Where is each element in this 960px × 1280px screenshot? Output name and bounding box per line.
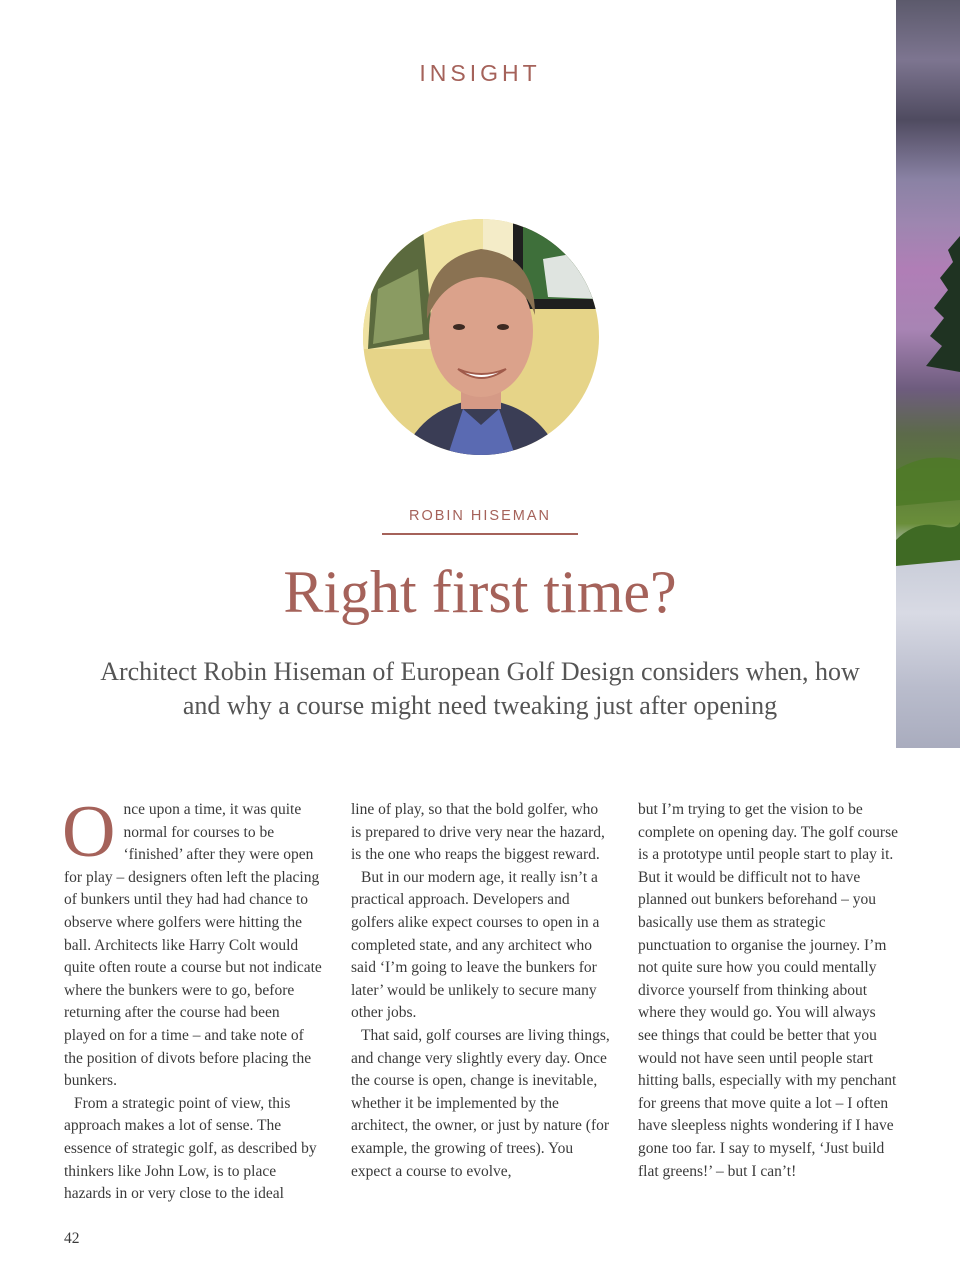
section-label: INSIGHT — [419, 60, 541, 86]
article-title: Right first time? — [283, 559, 677, 625]
author-byline: ROBIN HISEMAN — [408, 508, 551, 524]
paragraph-4-start: That said, golf courses are living things, and change very slightly every day. Once the course is open, change is inevitable, whether it be implemented by the architect, the owner, or just by nature (for example, the growing of trees). You expect a course to evolve, — [351, 1026, 610, 1180]
text-column-1 — [62, 791, 324, 1206]
author-portrait — [363, 219, 599, 455]
article-standfirst: Architect Robin Hiseman of European Golf Design considers when, how and why a course might need tweaking just after opening — [100, 657, 860, 720]
text-column-2 — [351, 799, 611, 1183]
golf-course-photo-edge — [896, 0, 960, 748]
paragraph-1: nce upon a time, it was quite normal for courses to be ‘finished’ after they were open for play – designers often left the placing of bunkers until they had had chance to observe where golfers were hitting the ball. Architects like Harry Colt would quite often route a course but not indicate where the bunkers were to go, before returning after the course had been played on for a time – and take note of the position of divots before placing the bunkers. — [64, 801, 322, 1090]
paragraph-2-start: From a strategic point of view, this approach makes a lot of sense. The essence of strategic golf, as described by thinkers like John Low, is to place hazards in or very close to the ideal — [64, 1094, 317, 1203]
paragraph-3: But in our modern age, it really isn’t a practical approach. Developers and golfers alike expect courses to open in a completed state, and any architect who said ‘I’m going to leave the bunkers for later’ would be unlikely to secure many other jobs. — [351, 868, 600, 1022]
paragraph-4-end: but I’m trying to get the vision to be complete on opening day. The golf course is a prototype until people start to play it. But it would be difficult not to have planned out bunkers beforehand – you basically use them as strategic punctuation to organise the journey. I’m not quite sure how you could mentally divorce yourself from thinking about where they would go. You will always see things that could be better that you would not have seen until people start hitting balls, especially with my penchant for greens that move quite a lot – I often have sleepless nights wondering if I have gone too far. I say to myself, ‘Just build flat greens!’ – but I can’t! — [638, 801, 898, 1180]
byline-divider — [382, 533, 578, 535]
page-number: 42 — [64, 1230, 80, 1247]
drop-cap: O — [62, 791, 116, 873]
paragraph-2-end: line of play, so that the bold golfer, who is prepared to drive very near the hazard, is the one who reaps the biggest reward. — [351, 801, 605, 864]
text-column-3 — [638, 799, 898, 1183]
